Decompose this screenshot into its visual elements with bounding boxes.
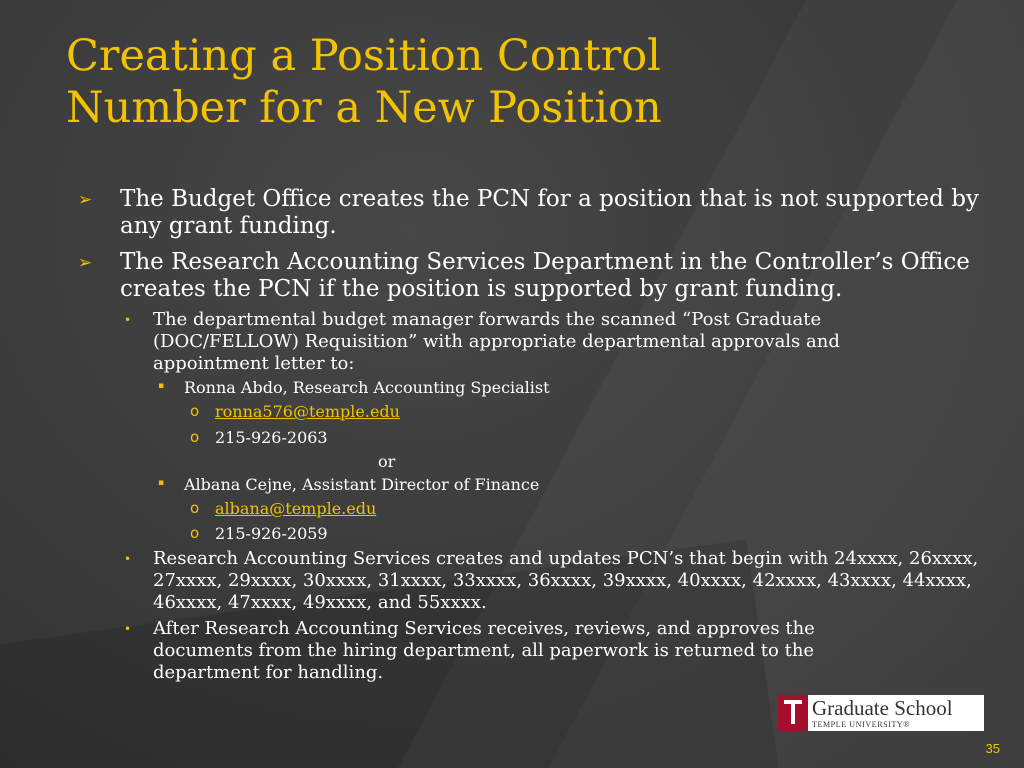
dot-bullet-icon: •	[124, 313, 132, 327]
bullet-paperwork-returned: After Research Accounting Services receives, reviews, and approves the documents from the hiring department, all paperwork is returned to the department for handling.	[153, 618, 815, 683]
bullet-budget-manager: The departmental budget manager forwards the scanned “Post Graduate (DOC/FELLOW) Requisition” with appropriate departmental approvals and appointment letter to:	[153, 309, 840, 374]
contact-email-item	[215, 402, 955, 422]
arrow-bullet-icon: ➢	[78, 253, 93, 273]
logo-name: Graduate School	[812, 695, 953, 720]
circle-bullet-icon: o	[190, 402, 200, 420]
temple-t-icon	[778, 695, 808, 731]
arrow-bullet-icon: ➢	[78, 190, 93, 210]
dot-bullet-icon: •	[124, 552, 132, 566]
title-line-2: Number for a New Position	[66, 83, 662, 133]
contact-email-item	[215, 499, 955, 519]
graduate-school-logo	[778, 695, 984, 731]
bullet-budget-office: The Budget Office creates the PCN for a position that is not supported by any grant funding.	[120, 186, 979, 239]
circle-bullet-icon: o	[190, 428, 200, 446]
page-number: 35	[985, 741, 1000, 756]
bullet-research-accounting: The Research Accounting Services Department in the Controller’s Office creates the PCN if the position is supported by grant funding.	[120, 249, 970, 302]
contact-phone-albana: 215-926-2059	[215, 524, 328, 543]
square-bullet-icon: ▪	[158, 478, 165, 488]
contact-phone-ronna: 215-926-2063	[215, 428, 328, 447]
email-link-albana[interactable]: albana@temple.edu	[215, 499, 377, 518]
email-link-ronna[interactable]: ronna576@temple.edu	[215, 402, 400, 421]
circle-bullet-icon: o	[190, 524, 200, 542]
contact-albana-cejne: Albana Cejne, Assistant Director of Finance	[184, 475, 540, 494]
logo-text	[808, 695, 953, 729]
logo-subtitle: TEMPLE UNIVERSITY®	[812, 719, 910, 729]
bullet-pcn-prefixes: Research Accounting Services creates and updates PCN’s that begin with 24xxxx, 26xxxx, 27xxxx, 29xxxx, 30xxxx, 31xxxx, 33xxxx, 36xxxx, 39xxxx, 40xxxx, 42xxxx, 43xxxx, 44xxxx, 46xxxx, 47xxxx, 49xxxx, and 55xxxx.	[153, 548, 979, 613]
square-bullet-icon: ▪	[158, 381, 165, 391]
contact-ronna-abdo: Ronna Abdo, Research Accounting Specialist	[184, 378, 550, 397]
dot-bullet-icon: •	[124, 622, 132, 636]
title-line-1: Creating a Position Control	[66, 31, 661, 81]
or-separator: or	[378, 452, 396, 471]
circle-bullet-icon: o	[190, 499, 200, 517]
